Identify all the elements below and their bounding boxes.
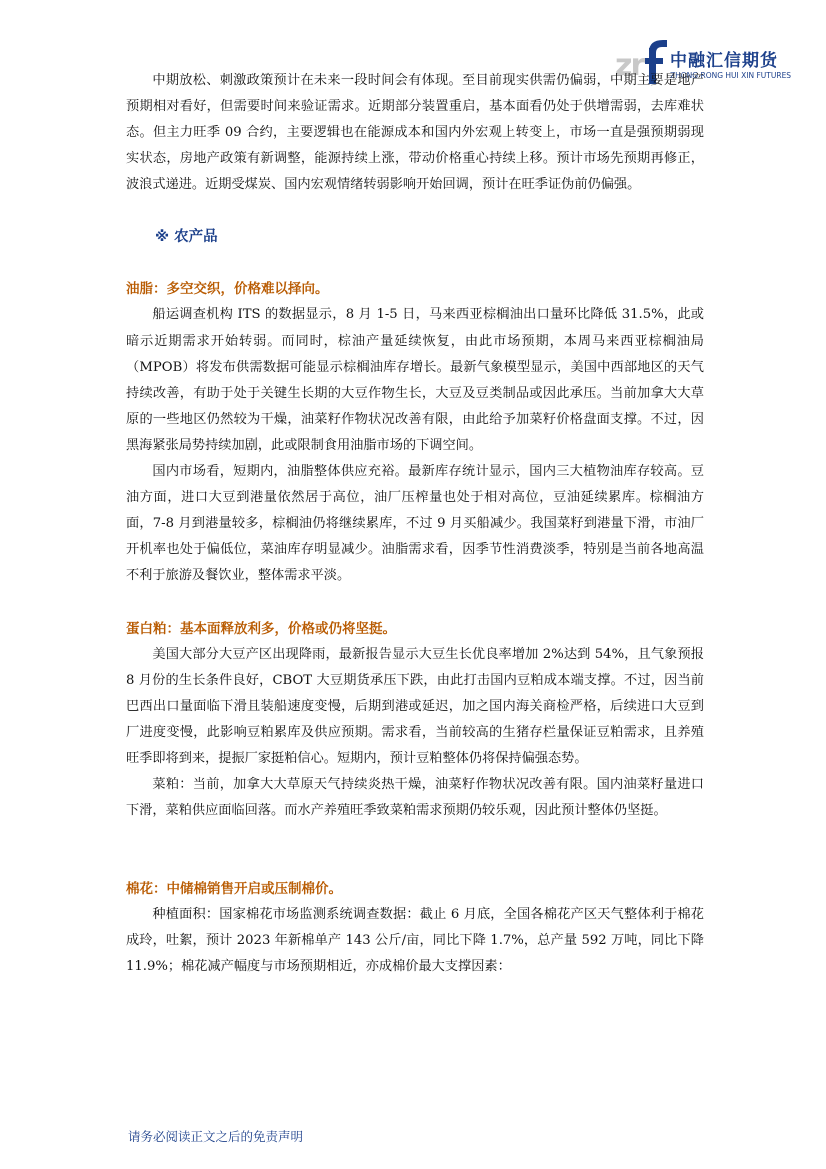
section-title-agriculture: ※ 农产品	[155, 229, 218, 246]
meal-paragraph-1: 美国大部分大豆产区出现降雨，最新报告显示大豆生长优良率增加 2%达到 54%，且气象预报 8 月份的生长条件良好，CBOT 大豆期货承压下跌，由此打击国内豆粕成本端支撑。不过，因当前巴西出口量面临下滑且装船速度变慢，后期到港或延迟，加之国内海关商检严格，后续进口大豆到厂进度变慢，此影响豆粕累库及供应预期。需求看，当前较高的生猪存栏量保证豆粕需求，且养殖旺季即将到来，提振厂家挺粕信心。短期内，预计豆粕整体仍将保持偏强态势。	[126, 646, 704, 766]
intro-paragraph: 中期放松、刺激政策预计在未来一段时间会有体现。至目前现实供需仍偏弱，中期主要是地产预期相对看好，但需要时间来验证需求。近期部分装置重启，基本面看仍处于供增需弱，去库难状态。但主力旺季 09 合约，主要逻辑也在能源成本和国内外宏观上转变上，市场一直是强预期弱现实状态，房地产政策有新调整，能源持续上涨，带动价格重心持续上移。预计市场先预期再修正，波浪式递进。近期受煤炭、国内宏观情绪转弱影响开始回调，预计在旺季证伪前仍偏强。	[126, 73, 704, 193]
logo-chinese-name: 中融汇信期货	[670, 51, 778, 71]
oil-paragraph-2: 国内市场看，短期内，油脂整体供应充裕。最新库存统计显示，国内三大植物油库存较高。豆油方面，进口大豆到港量依然居于高位，油厂压榨量也处于相对高位，豆油延续累库。棕榈油方面，7-8 月到港量较多，棕榈油仍将继续累库，不过 9 月买船减少。我国菜籽到港量下滑，市油厂开机率也处于偏低位，菜油库存明显减少。油脂需求看，因季节性消费淡季，特别是当前各地高温不利于旅游及餐饮业，整体需求平淡。	[126, 464, 704, 584]
cotton-heading: 棉花：中储棉销售开启或压制棉价。	[126, 881, 342, 898]
oil-paragraph-1: 船运调查机构 ITS 的数据显示，8 月 1-5 日，马来西亚棕榈油出口量环比降低 31.5%，此或暗示近期需求开始转弱。而同时，棕油产量延续恢复，由此市场预期，本周马来西亚棕榈油局（MPOB）将发布供需数据可能显示棕榈油库存增长。最新气象模型显示，美国中西部地区的天气持续改善，有助于处于关键生长期的大豆作物生长，大豆及豆类制品或因此承压。当前加拿大大草原的一些地区仍然较为干燥，油菜籽作物状况改善有限，由此给予加菜籽价格盘面支撑。不过，因黑海紧张局势持续加剧，此或限制食用油脂市场的下调空间。	[126, 307, 704, 453]
logo-mark: zr	[615, 48, 644, 83]
meal-heading: 蛋白粕：基本面释放利多，价格或仍将坚挺。	[126, 620, 396, 637]
report-body	[126, 68, 704, 980]
meal-paragraph-2: 菜粕：当前，加拿大大草原天气持续炎热干燥，油菜籽作物状况改善有限。国内油菜籽量进口下滑，菜粕供应面临回落。而水产养殖旺季致菜粕需求预期仍较乐观，因此预计整体仍坚挺。	[126, 776, 704, 819]
disclaimer-footer: 请务必阅读正文之后的免责声明	[128, 1129, 304, 1144]
logo-english-name: ZHONG RONG HUI XIN FUTURES	[670, 71, 792, 80]
oil-heading: 油脂：多空交织，价格难以择向。	[126, 281, 329, 298]
cotton-paragraph-1: 种植面积：国家棉花市场监测系统调查数据：截止 6 月底，全国各棉花产区天气整体利于棉花成玲，吐絮，预计 2023 年新棉单产 143 公斤/亩，同比下降 1.7%，总产量 592 万吨，同比下降 11.9%；棉花减产幅度与市场预期相近，亦成棉价最大支撑因素：	[126, 907, 704, 975]
